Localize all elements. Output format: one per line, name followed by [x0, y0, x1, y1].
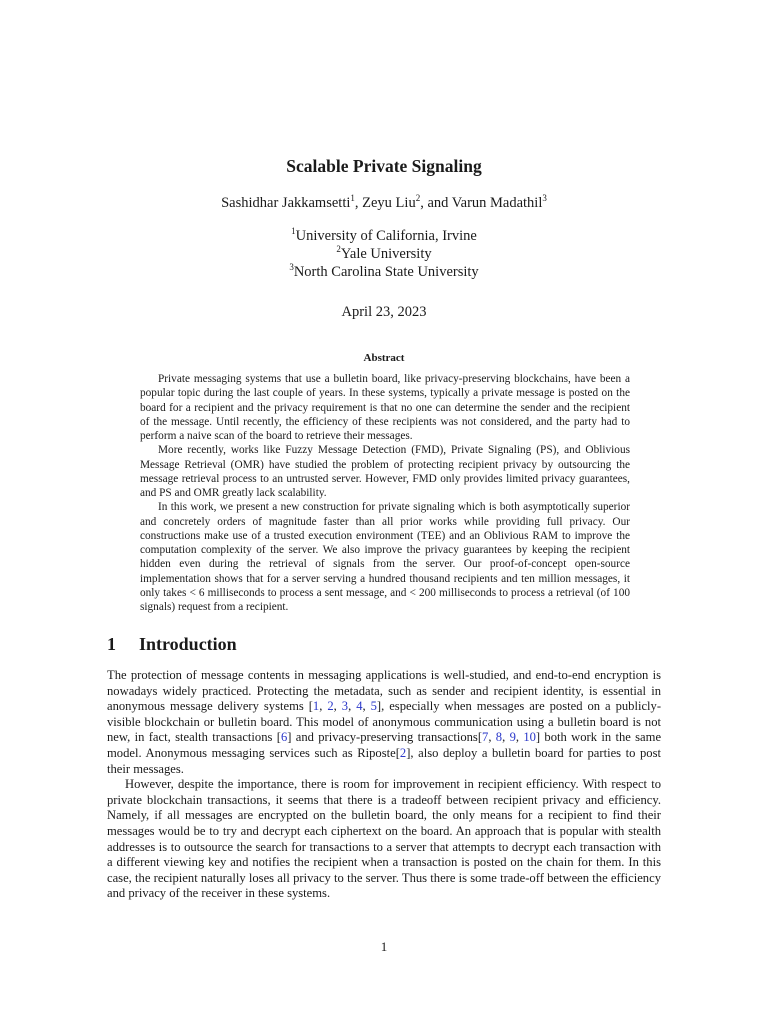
citation-link[interactable]: 10 [523, 730, 536, 745]
affiliation: $^1$University of California, Irvine [291, 226, 477, 244]
body-paragraph: The protection of message contents in messaging applications is well-studied, and end-to-end encryption is nowadays widely practiced. Protecting the metadata, such as sender and recipient identity, is essential in anonymous message delivery systems [1, 2, 3, 4, 5], especially when messages are posted on a publicly-visible blockchain or bulletin board. This model of anonymous communication using a bulletin board is not new, in fact, stealth transactions [6] and privacy-preserving transactions[7, 8, 9, 10] both work in the same model. Anonymous messaging services such as Riposte[2], also deploy a bulletin board for parties to post their messages. [107, 668, 662, 776]
author-list: Sashidhar Jakkamsetti$^1$, Zeyu Liu$^2$, and Varun Madathil$^3$ [221, 193, 547, 211]
affiliation: $^2$Yale University [336, 244, 432, 262]
author-name: Zeyu Liu [362, 195, 416, 211]
abstract-paragraph: In this work, we present a new construction for private signaling which is both asymptotically superior and concretely orders of magnitude faster than all prior works while providing full privacy. Our constructions make use of a trusted execution environment (TEE) and an Oblivious RAM to improve the computation complexity of the server. We also improve the privacy guarantees by keeping the recipient hidden even during the retrieval of signals from the server. Our proof-of-concept open-source implementation shows that for a server serving a hundred thousand recipients and ten million messages, it only takes < 6 milliseconds to process a sent message, and < 200 milliseconds to process a retrieval (of 100 signals) request from a recipient. [140, 501, 630, 613]
affiliation-list [0, 227, 768, 281]
paper-date: April 23, 2023 [341, 304, 427, 320]
author-mark: 2 [415, 193, 421, 203]
author-mark: 1 [350, 193, 355, 203]
abstract [140, 372, 630, 614]
introduction-body [107, 668, 661, 902]
author-name: Sashidhar Jakkamsetti [221, 195, 351, 211]
abstract-paragraph: More recently, works like Fuzzy Message Detection (FMD), Private Signaling (PS), and Oblivious Message Retrieval (OMR) have studied the problem of protecting recipient privacy by outsourcing the message retrieval process to an untrusted server. However, FMD only provides limited privacy guarantees, and PS and OMR greatly lack scalability. [140, 444, 630, 499]
abstract-paragraph: Private messaging systems that use a bulletin board, like privacy-preserving blockchains, have been a popular topic during the last couple of years. In these systems, typically a private message is posted on the board for a recipient and the privacy requirement is that no one can determine the sender and the recipient of the message. Until recently, the efficiency of these recipients was not considered, and the party had to perform a naive scan of the board to retrieve their messages. [140, 373, 630, 442]
section-number: 1 [107, 634, 116, 654]
abstract-heading: Abstract [363, 352, 405, 364]
citation-link[interactable]: 1 [312, 699, 320, 714]
citation-link[interactable]: 8 [495, 730, 503, 745]
section-heading [107, 634, 237, 655]
citation-link[interactable]: 2 [399, 745, 407, 760]
citation-link[interactable]: 6 [280, 730, 288, 745]
citation-link[interactable]: 9 [509, 730, 516, 745]
body-paragraph: However, despite the importance, there is room for improvement in recipient efficiency. With respect to private blockchain transactions, it seems that there is a tradeoff between recipient privacy and efficiency. Namely, if all messages are encrypted on the bulletin board, the only means for a recipient to find their messages would be to try and decrypt each ciphertext on the board. An approach that is popular with stealth addresses is to outsource the search for transactions to a server that attempts to decrypt each transaction with a different viewing key and notifies the recipient when a transaction is posted on the chain for them. In this case, the recipient naturally loses all privacy to the server. Thus there is some trade-off between the efficiency and privacy of the receiver in these systems. [107, 777, 661, 901]
author-name: Varun Madathil [451, 195, 543, 211]
citation-link[interactable]: 7 [482, 730, 489, 745]
citation-link[interactable]: 5 [370, 699, 377, 714]
citation-link[interactable]: 3 [341, 699, 349, 714]
citation-link[interactable]: 2 [327, 699, 334, 714]
paper-title: Scalable Private Signaling [286, 156, 482, 176]
citation-link[interactable]: 4 [356, 699, 363, 714]
section-title: Introduction [139, 634, 237, 654]
affiliation: $^3$North Carolina State University [289, 262, 479, 280]
page-number: 1 [380, 939, 388, 954]
author-mark: 3 [542, 193, 547, 203]
